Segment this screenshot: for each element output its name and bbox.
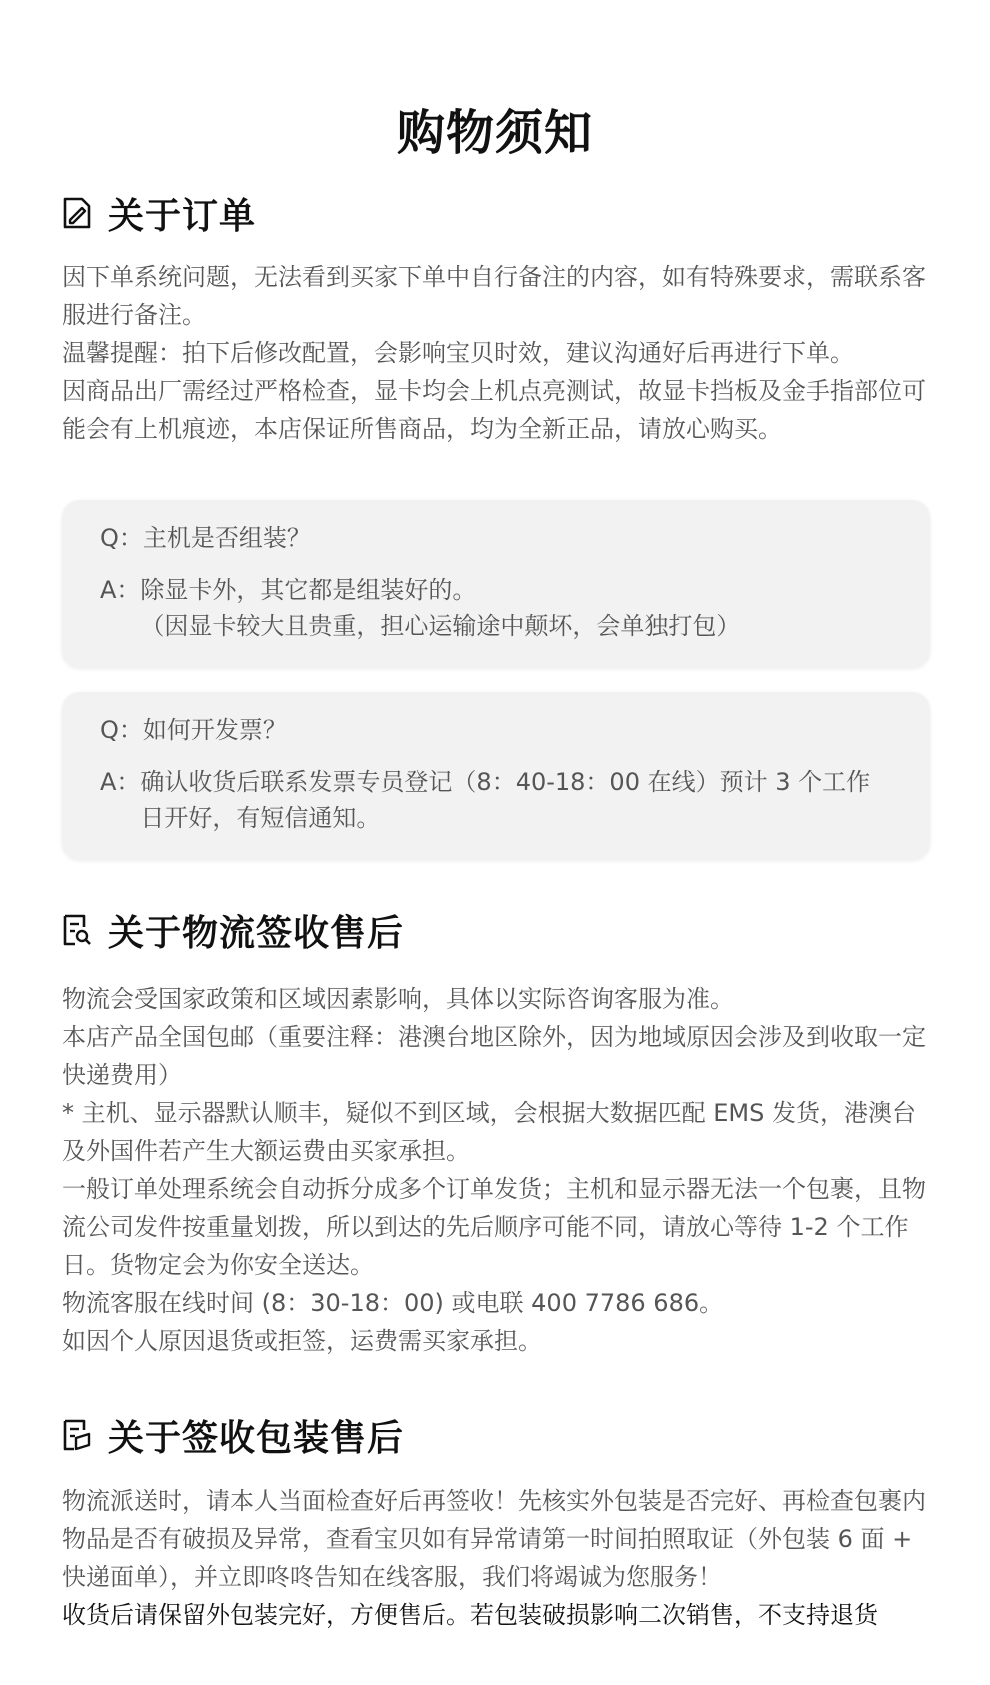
package-doc-icon [62, 1418, 92, 1452]
a-prefix: A： [100, 576, 141, 604]
package-paragraphs [62, 1482, 932, 1634]
section-heading-text: 关于订单 [108, 195, 257, 237]
section-heading-package [62, 1410, 404, 1460]
q-prefix: Q： [100, 524, 143, 552]
logistics-doc-icon [62, 913, 92, 947]
question-text: 如何开发票？ [142, 716, 287, 744]
paragraph: 物流派送时，请本人当面检查好后再签收！先核实外包装是否完好、再检查包裹内物品是否有破损及异常，查看宝贝如有异常请第一时间拍照取证（外包装 6 面 + 快递面单），并立即咚咚告知在线客服，我们将竭诚为您服务！ [62, 1487, 926, 1591]
paragraph: 一般订单处理系统会自动拆分成多个订单发货；主机和显示器无法一个包裹，且物流公司发件按重量划拨，所以到达的先后顺序可能不同，请放心等待 1-2 个工作日。货物定会为你安全送达。 [62, 1175, 926, 1279]
q-prefix: Q： [100, 716, 143, 744]
order-doc-icon [62, 196, 92, 230]
a-prefix: A： [100, 768, 141, 796]
answer-line: 确认收货后联系发票专员登记（8：40-18：00 在线）预计 3 个工作日开好，有短信通知。 [140, 768, 871, 832]
paragraph: * 主机、显示器默认顺丰，疑似不到区域，会根据大数据匹配 EMS 发货，港澳台及外国件若产生大额运费由买家承担。 [62, 1099, 916, 1165]
order-paragraphs [62, 258, 932, 448]
qa-card-invoice [62, 692, 930, 860]
logistics-paragraphs [62, 980, 932, 1360]
question [100, 520, 892, 556]
paragraph: 因下单系统问题，无法看到买家下单中自行备注的内容，如有特殊要求，需联系客服进行备注。 [62, 263, 926, 329]
paragraph: 温馨提醒：拍下后修改配置，会影响宝贝时效，建议沟通好后再进行下单。 [62, 339, 854, 367]
page-title: 购物须知 [396, 105, 593, 161]
paragraph: 本店产品全国包邮（重要注释：港澳台地区除外，因为地域原因会涉及到收取一定快递费用） [62, 1023, 926, 1089]
section-heading-order [62, 188, 256, 238]
paragraph: 物流客服在线时间 (8：30-18：00) 或电联 400 7786 686。 [62, 1289, 724, 1317]
paragraph: 因商品出厂需经过严格检查，显卡均会上机点亮测试，故显卡挡板及金手指部位可能会有上机痕迹，本店保证所售商品，均为全新正品，请放心购买。 [62, 377, 926, 443]
answer-line: （因显卡较大且贵重，担心运输途中颠坏，会单独打包） [140, 612, 741, 640]
paragraph: 物流会受国家政策和区域因素影响，具体以实际咨询客服为准。 [62, 985, 734, 1013]
paragraph: 如因个人原因退货或拒签，运费需买家承担。 [62, 1327, 542, 1355]
section-heading-logistics [62, 905, 404, 955]
question [100, 712, 892, 748]
strong-paragraph: 收货后请保留外包装完好，方便售后。若包装破损影响二次销售，不支持退货 [62, 1601, 878, 1629]
answer-line: 除显卡外，其它都是组装好的。 [140, 576, 477, 604]
section-heading-text: 关于物流签收售后 [108, 912, 405, 954]
question-text: 主机是否组装？ [142, 524, 311, 552]
section-heading-text: 关于签收包装售后 [108, 1417, 405, 1459]
answer [100, 764, 892, 836]
qa-card-assembly [62, 500, 930, 668]
answer [100, 572, 892, 644]
